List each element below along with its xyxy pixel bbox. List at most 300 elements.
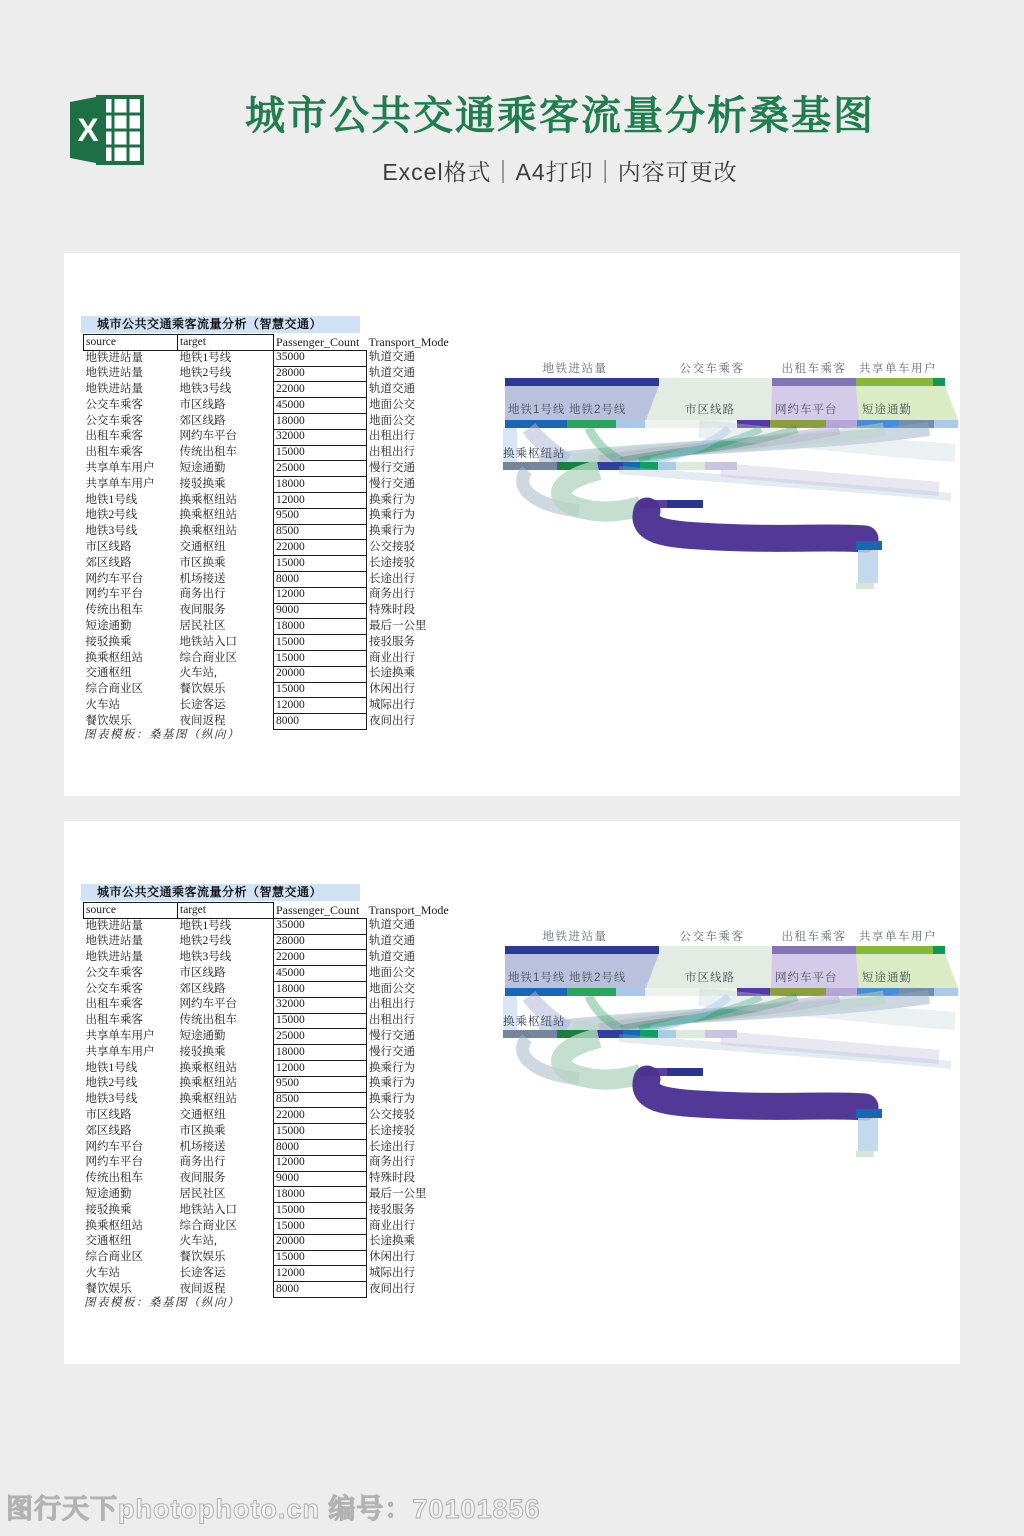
label-metro-line2: 地铁2号线: [569, 972, 627, 984]
table-cell: 商务出行: [179, 1156, 226, 1169]
table-cell: 换乘枢纽站: [85, 651, 143, 664]
table-row: [84, 524, 452, 540]
node-segment: [856, 1109, 882, 1118]
table-row: [84, 1171, 452, 1187]
node-segment: [772, 378, 856, 386]
table-cell: 网约车平台: [179, 998, 237, 1011]
table-cell: 特殊时段: [367, 1171, 452, 1187]
table-cell: 公交车乘客: [85, 398, 143, 411]
table-cell: 市区线路: [179, 966, 226, 979]
table-cell: 22000: [274, 540, 367, 556]
node-segment: [503, 1030, 557, 1038]
page-subtitle: Excel格式｜A4打印｜内容可更改: [382, 159, 738, 185]
table-cell: 地铁进站量: [85, 935, 143, 948]
table-cell: 网约车平台: [85, 1156, 143, 1169]
node-segment: [676, 462, 705, 470]
node-segment: [596, 462, 623, 470]
node-segment: [658, 462, 676, 470]
main-purple-flow: [646, 511, 865, 539]
table-cell: 短途通勤: [179, 1030, 226, 1043]
table-row: [84, 603, 452, 619]
table-cell: 地铁2号线: [179, 367, 232, 380]
table-row: [84, 1029, 452, 1045]
table-row: [84, 1045, 452, 1061]
table-cell: 郊区线路: [85, 1124, 132, 1137]
table-row: [84, 682, 452, 698]
label-transfer-hub: 换乘枢纽站: [503, 1016, 566, 1028]
table-row: [84, 540, 452, 556]
main-purple-flow: [646, 1079, 865, 1107]
table-row: [84, 350, 452, 366]
table-cell: 长途换乘: [367, 666, 452, 682]
table-row: [84, 918, 452, 934]
table-row: [84, 556, 452, 572]
table-cell: 慢行交通: [367, 477, 452, 493]
label-ridehail-platform: 网约车平台: [775, 972, 838, 984]
table-cell: 公交接驳: [367, 540, 452, 556]
table-cell: 网约车平台: [85, 1140, 143, 1153]
flow-ribbon: [561, 1038, 641, 1080]
table-cell: 15000: [274, 1250, 367, 1266]
node-segment: [772, 946, 856, 954]
table-row: [84, 966, 452, 982]
table-cell: 换乘行为: [367, 1076, 452, 1092]
node-segment: [770, 988, 826, 996]
table-row: [84, 1076, 452, 1092]
node-segment: [567, 420, 616, 428]
sankey-level1-labels: [543, 929, 938, 943]
table-row: [84, 635, 452, 651]
table-cell: 22000: [274, 1108, 367, 1124]
table-cell: 8000: [274, 1139, 367, 1155]
node-segment: [856, 583, 874, 589]
table-cell: 休闲出行: [367, 1250, 452, 1266]
table-cell: 地铁进站量: [85, 383, 143, 396]
table-row: [84, 1187, 452, 1203]
table-cell: 最后一公里: [367, 1187, 452, 1203]
table-row: [84, 366, 452, 382]
table-cell: 20000: [274, 666, 367, 682]
table-cell: 地铁进站量: [85, 951, 143, 964]
table-cell: 接驳换乘: [85, 1203, 132, 1216]
table-cell: 长途出行: [367, 1139, 452, 1155]
col-header-source: source: [84, 335, 178, 351]
label-taxi-passengers: 出租车乘客: [781, 931, 847, 943]
table-cell: 35000: [274, 350, 367, 366]
table-cell: 机场接送: [179, 572, 226, 585]
table-cell: 共享单车用户: [85, 1030, 155, 1043]
node-segment: [933, 946, 945, 954]
table-cell: 火车站: [85, 1266, 120, 1279]
table-cell: 出租车乘客: [85, 998, 143, 1011]
sheet-title: 城市公共交通乘客流量分析（智慧交通）: [81, 316, 360, 333]
table-cell: 居民社区: [179, 1187, 226, 1200]
table-cell: 9000: [274, 1171, 367, 1187]
table-cell: 28000: [274, 934, 367, 950]
table-cell: 地面公交: [367, 981, 452, 997]
node-segment: [934, 420, 958, 428]
table-cell: 22000: [274, 382, 367, 398]
table-cell: 网约车平台: [85, 588, 143, 601]
table-cell: 18000: [274, 619, 367, 635]
table-row: [84, 508, 452, 524]
flow-ribbon: [561, 470, 641, 512]
table-cell: 12000: [274, 698, 367, 714]
table-cell: 夜间返程: [179, 1282, 226, 1295]
table-cell: 餐饮娱乐: [85, 714, 132, 727]
label-bus-passengers: 公交车乘客: [679, 363, 745, 375]
table-cell: 市区线路: [179, 398, 226, 411]
table-row: [84, 413, 452, 429]
sankey-level1-nodes: [505, 946, 945, 954]
col-header-source: source: [84, 903, 178, 919]
table-cell: 地铁3号线: [85, 1093, 138, 1106]
table-cell: 28000: [274, 366, 367, 382]
table-cell: 轨道交通: [367, 918, 452, 934]
table-cell: 32000: [274, 997, 367, 1013]
table-cell: 长途客运: [179, 698, 226, 711]
table-row: [84, 1013, 452, 1029]
table-row: [84, 981, 452, 997]
table-row: [84, 492, 452, 508]
label-bike-users: 共享单车用户: [859, 363, 937, 375]
table-cell: 地铁站入口: [179, 1203, 237, 1216]
table-cell: 长途客运: [179, 1266, 226, 1279]
sankey-level1-labels: [543, 361, 938, 375]
sheet-panel-2: [64, 821, 960, 1364]
table-row: [84, 1139, 452, 1155]
table-cell: 地铁3号线: [179, 951, 232, 964]
node-segment: [667, 500, 703, 508]
table-row: [84, 398, 452, 414]
table-cell: 综合商业区: [85, 1251, 143, 1264]
table-cell: 地铁2号线: [179, 935, 232, 948]
sankey-flows-2-3: [503, 428, 955, 462]
table-row: [84, 477, 452, 493]
table-cell: 短途通勤: [85, 1187, 132, 1200]
table-cell: 12000: [274, 587, 367, 603]
node-segment: [503, 462, 557, 470]
table-row: [84, 1092, 452, 1108]
table-cell: 地铁站入口: [179, 635, 237, 648]
table-cell: 商业出行: [367, 1218, 452, 1234]
template-note: 图表模板：桑基图（纵向）: [84, 729, 240, 741]
table-cell: 传统出租车: [85, 1172, 143, 1185]
table-cell: 地铁1号线: [179, 351, 232, 364]
table-cell: 夜间出行: [367, 1282, 452, 1298]
table-cell: 换乘枢纽站: [179, 493, 237, 506]
table-cell: 9500: [274, 508, 367, 524]
table-cell: 轨道交通: [367, 934, 452, 950]
table-cell: 传统出租车: [85, 604, 143, 617]
table-cell: 出租车乘客: [85, 430, 143, 443]
node-segment: [616, 420, 645, 428]
table-cell: 慢行交通: [367, 1029, 452, 1045]
node-segment: [667, 1068, 703, 1076]
logo-letter: X: [77, 112, 99, 148]
table-cell: 地铁进站量: [85, 351, 143, 364]
table-cell: 火车站: [85, 698, 120, 711]
table-cell: 餐饮娱乐: [85, 1282, 132, 1295]
table-body: [84, 350, 452, 729]
node-segment: [676, 1030, 705, 1038]
page-title: 城市公共交通乘客流量分析桑基图: [245, 94, 875, 138]
title-block: [96, 94, 1024, 187]
data-table: [83, 902, 451, 1298]
table-cell: 交通枢纽: [179, 1109, 226, 1121]
label-metro-line2: 地铁2号线: [569, 404, 627, 416]
table-cell: 8000: [274, 1282, 367, 1298]
table-cell: 8000: [274, 714, 367, 730]
node-segment: [856, 946, 933, 954]
table-cell: 换乘行为: [367, 1060, 452, 1076]
table-cell: 15000: [274, 1013, 367, 1029]
table-cell: 35000: [274, 918, 367, 934]
node-segment: [933, 378, 945, 386]
table-row: [84, 382, 452, 398]
table-row: [84, 997, 452, 1013]
label-bike-users: 共享单车用户: [859, 931, 937, 943]
table-cell: 轨道交通: [367, 382, 452, 398]
table-row: [84, 1155, 452, 1171]
table-row: [84, 666, 452, 682]
table-row: [84, 650, 452, 666]
table-cell: 公交接驳: [367, 1108, 452, 1124]
table-cell: 18000: [274, 477, 367, 493]
table-cell: 餐饮娱乐: [179, 1251, 226, 1264]
table-cell: 接驳换乘: [85, 635, 132, 648]
table-cell: 换乘枢纽站: [179, 1093, 237, 1106]
node-segment: [567, 988, 616, 996]
table-cell: 9000: [274, 603, 367, 619]
node-segment: [616, 988, 645, 996]
table-row: [84, 950, 452, 966]
table-cell: 15000: [274, 1218, 367, 1234]
table-row: [84, 587, 452, 603]
table-row: [84, 1203, 452, 1219]
table-cell: 出租车乘客: [85, 446, 143, 459]
table-cell: 网约车平台: [179, 430, 237, 443]
col-header-target: target: [178, 335, 274, 351]
table-cell: 地铁进站量: [85, 367, 143, 380]
table-cell: 出租出行: [367, 1013, 452, 1029]
table-row: [84, 619, 452, 635]
table-cell: 32000: [274, 429, 367, 445]
sheet-panel-1: [64, 253, 960, 796]
table-cell: 共享单车用户: [85, 462, 155, 475]
col-header-passenger-count: Passenger_Count: [276, 903, 360, 918]
label-metro-entries: 地铁进站量: [542, 363, 608, 375]
col-header-passenger-count: Passenger_Count: [276, 335, 360, 350]
table-cell: 15000: [274, 635, 367, 651]
sankey-chart: [499, 353, 959, 653]
flow-ribbon: [858, 1118, 878, 1151]
sankey-level1-nodes: [505, 378, 945, 386]
table-cell: 8500: [274, 524, 367, 540]
table-cell: 22000: [274, 950, 367, 966]
table-cell: 交通枢纽: [85, 1235, 132, 1248]
table-row: [84, 1234, 452, 1250]
table-row: [84, 1218, 452, 1234]
table-cell: 15000: [274, 556, 367, 572]
table-cell: 15000: [274, 682, 367, 698]
label-bus-passengers: 公交车乘客: [679, 931, 745, 943]
table-cell: 机场接送: [179, 1140, 226, 1153]
label-metro-entries: 地铁进站量: [542, 931, 608, 943]
table-cell: 12000: [274, 1155, 367, 1171]
header: [0, 0, 1024, 210]
col-header-target: target: [178, 903, 274, 919]
table-cell: 夜间出行: [367, 714, 452, 730]
table-cell: 交通枢纽: [179, 541, 226, 553]
table-cell: 共享单车用户: [85, 1045, 155, 1058]
table-cell: 传统出租车: [179, 446, 237, 459]
label-ridehail-platform: 网约车平台: [775, 404, 838, 416]
label-metro-line1: 地铁1号线: [508, 972, 566, 984]
table-cell: 商务出行: [367, 587, 452, 603]
table-cell: 地铁1号线: [179, 919, 232, 932]
table-row: [84, 461, 452, 477]
table-cell: 市区线路: [85, 541, 132, 553]
col-header-transport-mode: Transport_Mode: [368, 903, 449, 918]
label-metro-line1: 地铁1号线: [508, 404, 566, 416]
table-cell: 18000: [274, 413, 367, 429]
table-cell: 换乘枢纽站: [85, 1219, 143, 1232]
node-segment: [505, 946, 659, 954]
table-cell: 接驳换乘: [179, 477, 226, 490]
table-cell: 接驳服务: [367, 635, 452, 651]
table-cell: 共享单车用户: [85, 477, 155, 490]
table-cell: 慢行交通: [367, 461, 452, 477]
table-cell: 公交车乘客: [85, 414, 143, 427]
table-cell: 长途换乘: [367, 1234, 452, 1250]
table-cell: 换乘行为: [367, 492, 452, 508]
label-taxi-passengers: 出租车乘客: [781, 363, 847, 375]
table-cell: 20000: [274, 1234, 367, 1250]
table-cell: 轨道交通: [367, 350, 452, 366]
table-cell: 夜间服务: [179, 1172, 226, 1185]
table-cell: 市区换乘: [179, 1124, 226, 1137]
table-cell: 出租出行: [367, 997, 452, 1013]
table-cell: 地面公交: [367, 413, 452, 429]
table-cell: 城际出行: [367, 1266, 452, 1282]
node-segment: [934, 988, 958, 996]
table-cell: 地铁3号线: [85, 525, 138, 538]
table-row: [84, 1250, 452, 1266]
table-cell: 最后一公里: [367, 619, 452, 635]
table-cell: 地铁1号线: [85, 493, 138, 506]
table-cell: 长途接驳: [367, 1124, 452, 1140]
table-cell: 商务出行: [179, 588, 226, 601]
table-cell: 25000: [274, 1029, 367, 1045]
node-segment: [659, 946, 772, 954]
node-segment: [770, 420, 826, 428]
sankey-flows-3-4: [523, 1038, 951, 1080]
table-cell: 换乘枢纽站: [179, 1061, 237, 1074]
table-cell: 出租出行: [367, 445, 452, 461]
node-segment: [856, 541, 882, 550]
table-row: [84, 698, 452, 714]
table-header: [84, 903, 452, 919]
table-cell: 长途出行: [367, 571, 452, 587]
data-table: [83, 334, 451, 730]
table-cell: 居民社区: [179, 619, 226, 632]
table-cell: 地面公交: [367, 398, 452, 414]
template-note: 图表模板：桑基图（纵向）: [84, 1297, 240, 1309]
table-cell: 地铁2号线: [85, 1077, 138, 1090]
table-cell: 15000: [274, 650, 367, 666]
table-cell: 网约车平台: [85, 572, 143, 585]
sheet-title: 城市公共交通乘客流量分析（智慧交通）: [81, 884, 360, 901]
table-cell: 市区换乘: [179, 556, 226, 569]
table-cell: 公交车乘客: [85, 982, 143, 995]
table-cell: 12000: [274, 1060, 367, 1076]
table-cell: 18000: [274, 1045, 367, 1061]
table-cell: 休闲出行: [367, 682, 452, 698]
table-cell: 公交车乘客: [85, 966, 143, 979]
table-cell: 地面公交: [367, 966, 452, 982]
table-cell: 综合商业区: [85, 683, 143, 696]
table-cell: 出租车乘客: [85, 1014, 143, 1027]
table-cell: 综合商业区: [179, 651, 237, 664]
label-urban-routes: 市区线路: [685, 972, 735, 984]
col-header-transport-mode: Transport_Mode: [368, 335, 449, 350]
table-cell: 换乘枢纽站: [179, 525, 237, 538]
table-cell: 18000: [274, 981, 367, 997]
node-segment: [856, 378, 933, 386]
table-cell: 8000: [274, 571, 367, 587]
table-cell: 综合商业区: [179, 1219, 237, 1232]
table-cell: 地铁2号线: [85, 509, 138, 522]
table-cell: 轨道交通: [367, 366, 452, 382]
table-cell: 郊区线路: [179, 414, 226, 427]
table-cell: 换乘行为: [367, 1092, 452, 1108]
table-row: [84, 1124, 452, 1140]
table-cell: 夜间服务: [179, 604, 226, 617]
sankey-flows-3-4: [523, 470, 951, 512]
table-cell: 郊区线路: [179, 982, 226, 995]
table-cell: 传统出租车: [179, 1014, 237, 1027]
table-header: [84, 335, 452, 351]
table-cell: 接驳服务: [367, 1203, 452, 1219]
label-transfer-hub: 换乘枢纽站: [503, 448, 566, 460]
table-row: [84, 1266, 452, 1282]
table-cell: 餐饮娱乐: [179, 683, 226, 696]
table-cell: 12000: [274, 1266, 367, 1282]
label-short-commute: 短途通勤: [862, 404, 912, 416]
table-cell: 短途通勤: [85, 619, 132, 632]
table-cell: 火车站,: [179, 667, 217, 680]
table-cell: 夜间返程: [179, 714, 226, 727]
table-cell: 15000: [274, 1124, 367, 1140]
table-row: [84, 934, 452, 950]
sankey-flows-2-3: [503, 996, 955, 1030]
node-segment: [658, 1030, 676, 1038]
table-row: [84, 429, 452, 445]
node-segment: [659, 378, 772, 386]
watermark-text: 图行天下photophoto.cn 编号：70101856: [6, 1494, 541, 1524]
flow-ribbon: [858, 550, 878, 583]
label-urban-routes: 市区线路: [685, 404, 735, 416]
table-cell: 商业出行: [367, 650, 452, 666]
table-cell: 换乘行为: [367, 524, 452, 540]
table-cell: 15000: [274, 1203, 367, 1219]
table-cell: 短途通勤: [179, 462, 226, 475]
node-segment: [505, 378, 659, 386]
table-row: [84, 445, 452, 461]
sankey-chart: [499, 921, 959, 1221]
table-cell: 地铁进站量: [85, 919, 143, 932]
